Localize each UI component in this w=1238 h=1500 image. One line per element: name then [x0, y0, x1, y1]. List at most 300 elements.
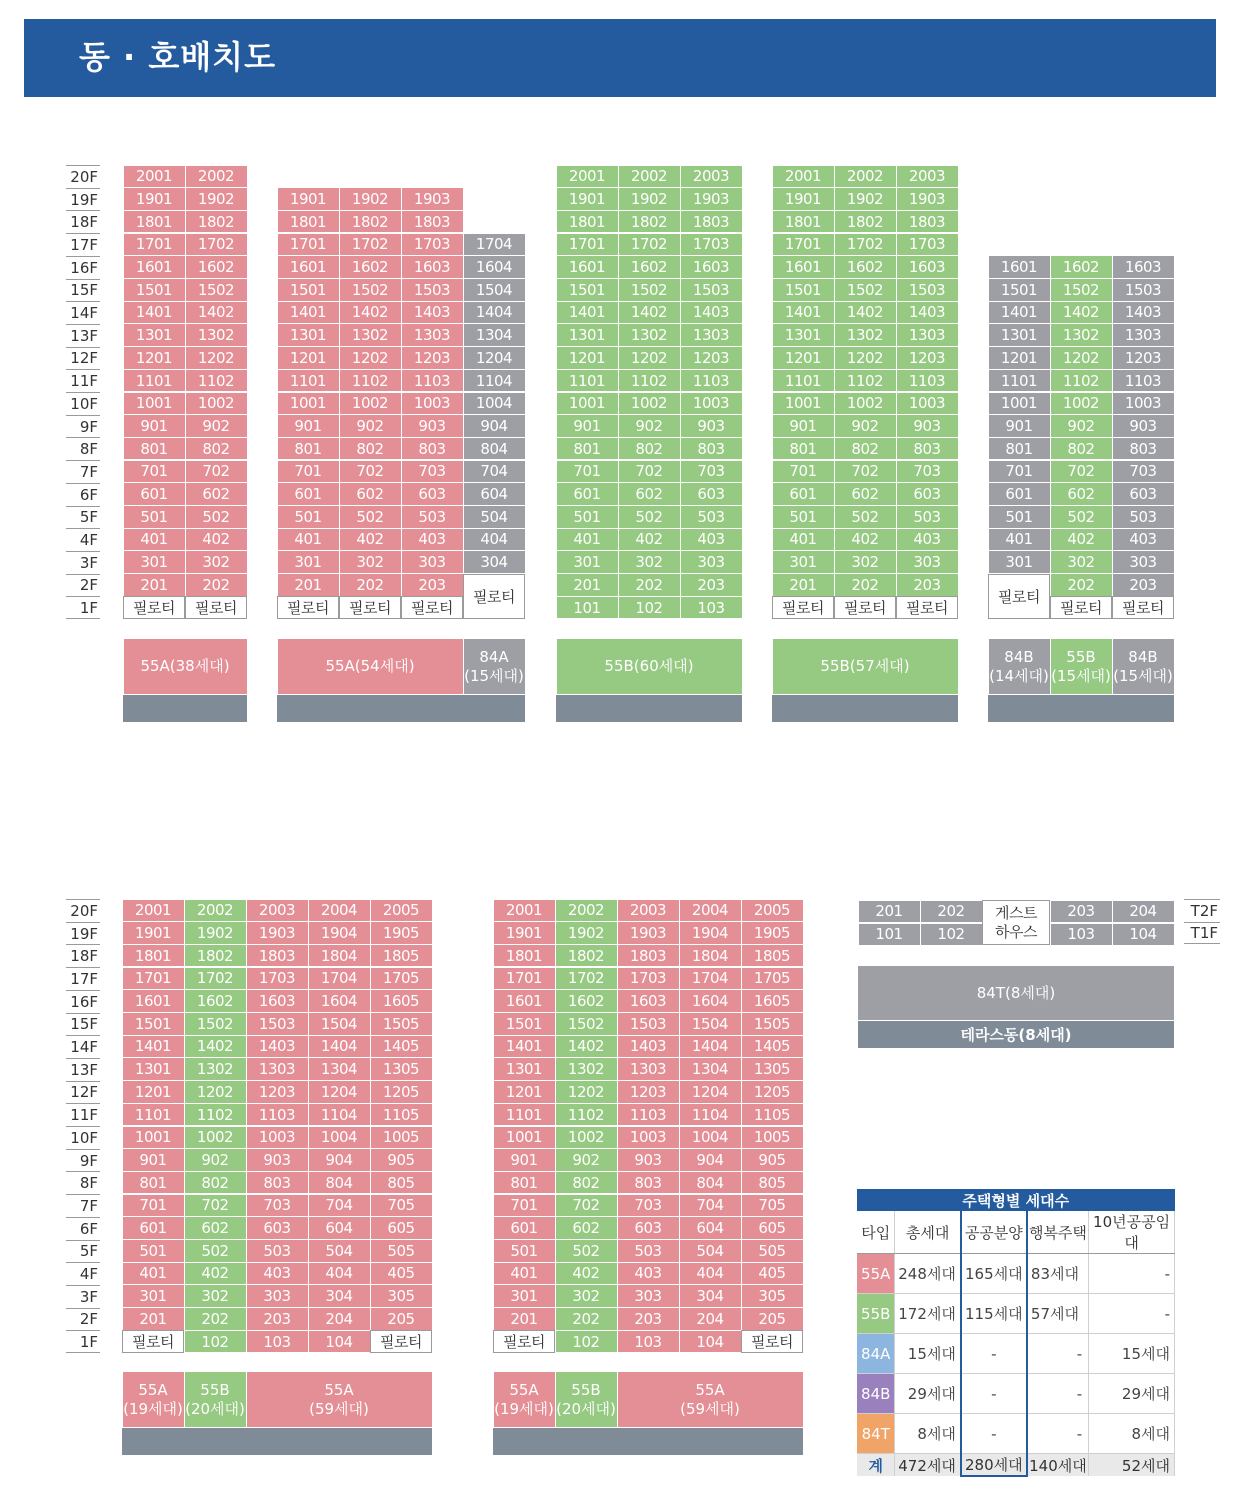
unit-cell: 603: [618, 1217, 679, 1239]
unit-cell: 1603: [681, 256, 742, 278]
unit-cell: 1602: [619, 256, 680, 278]
unit-cell: 1503: [618, 1013, 679, 1035]
floor-label: 15F: [66, 1013, 100, 1036]
floor-label: 14F: [66, 301, 100, 324]
unit-cell: 2002: [556, 900, 617, 922]
floor-label: 16F: [66, 256, 100, 279]
unit-cell: 204: [680, 1308, 741, 1330]
unit-cell: 104: [680, 1331, 741, 1353]
unit-cell: 602: [556, 1217, 617, 1239]
floor-label: 1F: [66, 1330, 100, 1353]
unit-cell: 1604: [309, 990, 370, 1012]
unit-cell: 502: [340, 506, 401, 528]
unit-cell: 1701: [773, 234, 834, 256]
unit-cell: 1103: [247, 1104, 308, 1126]
unit-cell: 401: [494, 1263, 555, 1285]
unit-cell: 2002: [619, 166, 680, 188]
unit-cell: 401: [124, 529, 185, 551]
unit-cell: 1202: [556, 1081, 617, 1103]
unit-cell: 602: [1051, 483, 1112, 505]
unit-cell: 503: [681, 506, 742, 528]
unit-cell: 601: [773, 483, 834, 505]
unit-cell: 701: [494, 1195, 555, 1217]
building-name: [493, 1428, 803, 1455]
unit-cell: 303: [681, 551, 742, 573]
unit-cell: 703: [681, 461, 742, 483]
unit-cell: 2005: [742, 900, 803, 922]
unit-cell: 302: [556, 1285, 617, 1307]
unit-cell: 1002: [835, 393, 896, 415]
unit-cell: 803: [1113, 438, 1174, 460]
unit-cell: 1303: [402, 324, 463, 346]
unit-cell: 1101: [278, 370, 339, 392]
unit-cell: 501: [123, 1240, 184, 1262]
unit-cell: 2002: [186, 166, 247, 188]
unit-type-block: 55A (19세대): [123, 1372, 184, 1427]
unit-cell: 1002: [556, 1127, 617, 1149]
unit-cell: 1402: [619, 302, 680, 324]
unit-cell: 1104: [309, 1104, 370, 1126]
unit-cell: 1002: [619, 393, 680, 415]
public-cell: -: [961, 1414, 1027, 1454]
unit-cell: 1703: [897, 234, 958, 256]
unit-cell: 202: [1051, 574, 1112, 596]
unit-cell: 1204: [309, 1081, 370, 1103]
unit-cell: 503: [402, 506, 463, 528]
unit-cell: 1601: [124, 256, 185, 278]
unit-cell: 1302: [835, 324, 896, 346]
unit-cell: 1002: [185, 1127, 246, 1149]
unit-cell: 1203: [247, 1081, 308, 1103]
unit-cell: 1704: [464, 234, 525, 256]
unit-cell: 103: [681, 597, 742, 619]
unit-cell: 905: [371, 1149, 432, 1171]
unit-cell: 901: [278, 415, 339, 437]
unit-cell: 303: [618, 1285, 679, 1307]
unit-cell: 1502: [340, 279, 401, 301]
unit-cell: 304: [309, 1285, 370, 1307]
unit-cell: 1202: [185, 1081, 246, 1103]
unit-cell: 1305: [742, 1058, 803, 1080]
unit-cell: 503: [1113, 506, 1174, 528]
piloti-cell: 필로티: [772, 596, 834, 619]
unit-cell: 305: [371, 1285, 432, 1307]
floor-label: 11F: [66, 369, 100, 392]
unit-cell: 303: [402, 551, 463, 573]
unit-cell: 901: [123, 1149, 184, 1171]
unit-cell: 602: [186, 483, 247, 505]
unit-cell: 1401: [278, 302, 339, 324]
unit-cell: 1602: [340, 256, 401, 278]
piloti-cell: 필로티: [896, 596, 958, 619]
header-public: 공공분양: [961, 1211, 1027, 1254]
unit-cell: 1302: [186, 324, 247, 346]
unit-cell: 603: [681, 483, 742, 505]
unit-cell: 701: [773, 461, 834, 483]
unit-cell: 1503: [681, 279, 742, 301]
unit-cell: 505: [371, 1240, 432, 1262]
unit-cell: 1702: [619, 234, 680, 256]
floor-label: 14F: [66, 1035, 100, 1058]
summary-table: [857, 1189, 1175, 1477]
rental-cell: -: [1089, 1294, 1175, 1334]
unit-cell: 304: [680, 1285, 741, 1307]
unit-cell: 1102: [186, 370, 247, 392]
unit-cell: 1501: [278, 279, 339, 301]
unit-cell: 903: [1113, 415, 1174, 437]
unit-cell: 1902: [340, 188, 401, 210]
unit-cell: 1302: [619, 324, 680, 346]
unit-cell: 1901: [557, 188, 618, 210]
unit-cell: 403: [247, 1263, 308, 1285]
unit-cell: 302: [1051, 551, 1112, 573]
unit-cell: 201: [278, 574, 339, 596]
terrace-unit-cell: 201: [859, 901, 920, 923]
terrace-floor-label: T2F: [1184, 899, 1220, 922]
unit-cell: 1002: [340, 393, 401, 415]
unit-cell: 1001: [773, 393, 834, 415]
unit-cell: 203: [402, 574, 463, 596]
unit-cell: 1801: [494, 945, 555, 967]
unit-cell: 1501: [989, 279, 1050, 301]
unit-cell: 605: [742, 1217, 803, 1239]
unit-cell: 903: [897, 415, 958, 437]
terrace-unit-cell: 104: [1113, 924, 1174, 946]
unit-cell: 1903: [897, 188, 958, 210]
total-cell: 8세대: [895, 1414, 961, 1454]
unit-cell: 702: [619, 461, 680, 483]
floor-label: 3F: [66, 551, 100, 574]
unit-cell: 301: [494, 1285, 555, 1307]
unit-cell: 702: [185, 1195, 246, 1217]
unit-cell: 1001: [124, 393, 185, 415]
unit-cell: 1902: [619, 188, 680, 210]
floor-label: 9F: [66, 415, 100, 438]
floor-label: 12F: [66, 347, 100, 370]
unit-cell: 1903: [618, 922, 679, 944]
unit-cell: 1203: [897, 347, 958, 369]
unit-cell: 2001: [557, 166, 618, 188]
unit-cell: 102: [185, 1331, 246, 1353]
unit-cell: 1301: [278, 324, 339, 346]
unit-cell: 505: [742, 1240, 803, 1262]
unit-cell: 1402: [556, 1036, 617, 1058]
unit-cell: 1703: [618, 968, 679, 990]
unit-cell: 1001: [123, 1127, 184, 1149]
unit-cell: 1204: [680, 1081, 741, 1103]
happy-cell: -: [1027, 1414, 1089, 1454]
unit-cell: 1201: [278, 347, 339, 369]
unit-cell: 1403: [681, 302, 742, 324]
unit-cell: 803: [618, 1172, 679, 1194]
unit-cell: 1702: [340, 234, 401, 256]
unit-cell: 1504: [680, 1013, 741, 1035]
unit-cell: 103: [247, 1331, 308, 1353]
unit-cell: 1905: [371, 922, 432, 944]
unit-cell: 901: [989, 415, 1050, 437]
unit-cell: 1605: [371, 990, 432, 1012]
unit-cell: 1804: [309, 945, 370, 967]
piloti-cell: 필로티: [123, 596, 185, 619]
unit-cell: 1303: [1113, 324, 1174, 346]
unit-cell: 603: [897, 483, 958, 505]
unit-cell: 605: [371, 1217, 432, 1239]
unit-cell: 1802: [186, 211, 247, 233]
unit-cell: 202: [619, 574, 680, 596]
floor-label: 12F: [66, 1081, 100, 1104]
unit-cell: 1003: [618, 1127, 679, 1149]
unit-cell: 102: [619, 597, 680, 619]
unit-type-block: 55A(54세대): [278, 639, 463, 694]
unit-cell: 1901: [494, 922, 555, 944]
floor-label: 6F: [66, 483, 100, 506]
unit-cell: 1701: [123, 968, 184, 990]
unit-cell: 1102: [556, 1104, 617, 1126]
unit-cell: 1002: [1051, 393, 1112, 415]
terrace-unit-cell: 204: [1113, 901, 1174, 923]
unit-cell: 1205: [742, 1081, 803, 1103]
unit-cell: 203: [1113, 574, 1174, 596]
unit-cell: 2002: [185, 900, 246, 922]
unit-cell: 1801: [278, 211, 339, 233]
unit-cell: 403: [681, 529, 742, 551]
unit-cell: 304: [464, 551, 525, 573]
unit-cell: 601: [557, 483, 618, 505]
unit-cell: 101: [557, 597, 618, 619]
unit-cell: 702: [186, 461, 247, 483]
unit-cell: 1601: [557, 256, 618, 278]
floor-label: 5F: [66, 1240, 100, 1263]
floor-label: 17F: [66, 233, 100, 256]
unit-cell: 302: [185, 1285, 246, 1307]
floor-label: 3F: [66, 1285, 100, 1308]
header-rental: 10년공공임대: [1089, 1211, 1175, 1254]
unit-cell: 2001: [494, 900, 555, 922]
unit-cell: 1701: [494, 968, 555, 990]
type-cell: 55A: [857, 1254, 895, 1294]
unit-cell: 205: [371, 1308, 432, 1330]
unit-cell: 1302: [340, 324, 401, 346]
unit-cell: 1105: [371, 1104, 432, 1126]
unit-cell: 904: [464, 415, 525, 437]
unit-cell: 904: [680, 1149, 741, 1171]
unit-cell: 402: [340, 529, 401, 551]
unit-cell: 702: [1051, 461, 1112, 483]
unit-cell: 902: [185, 1149, 246, 1171]
unit-cell: 504: [464, 506, 525, 528]
unit-cell: 1005: [742, 1127, 803, 1149]
unit-cell: 1805: [742, 945, 803, 967]
unit-cell: 803: [247, 1172, 308, 1194]
floor-label: 17F: [66, 967, 100, 990]
unit-cell: 803: [681, 438, 742, 460]
unit-cell: 202: [835, 574, 896, 596]
piloti-cell: 필로티: [1050, 596, 1112, 619]
unit-cell: 602: [340, 483, 401, 505]
unit-cell: 1902: [835, 188, 896, 210]
floor-label: 10F: [66, 1126, 100, 1149]
unit-type-block: 84B (15세대): [1113, 639, 1174, 694]
page-header: [24, 19, 1216, 97]
unit-cell: 1401: [123, 1036, 184, 1058]
unit-cell: 802: [186, 438, 247, 460]
public-cell: 165세대: [961, 1254, 1027, 1294]
type-cell: 84A: [857, 1334, 895, 1374]
unit-cell: 1805: [371, 945, 432, 967]
unit-cell: 1402: [185, 1036, 246, 1058]
unit-cell: 1103: [1113, 370, 1174, 392]
piloti-cell: 필로티: [741, 1330, 803, 1353]
unit-type-block: 55A (19세대): [494, 1372, 555, 1427]
unit-cell: 1303: [681, 324, 742, 346]
unit-cell: 802: [1051, 438, 1112, 460]
unit-cell: 1702: [556, 968, 617, 990]
unit-type-block: 84A (15세대): [464, 639, 525, 694]
unit-cell: 1004: [464, 393, 525, 415]
unit-cell: 301: [278, 551, 339, 573]
unit-cell: 1202: [619, 347, 680, 369]
unit-cell: 1904: [309, 922, 370, 944]
unit-cell: 1804: [680, 945, 741, 967]
unit-cell: 1603: [1113, 256, 1174, 278]
unit-cell: 1001: [557, 393, 618, 415]
unit-cell: 1605: [742, 990, 803, 1012]
rental-cell: 29세대: [1089, 1374, 1175, 1414]
unit-cell: 701: [124, 461, 185, 483]
unit-cell: 301: [989, 551, 1050, 573]
unit-cell: 203: [897, 574, 958, 596]
guest-house-cell: 게스트 하우스: [982, 900, 1050, 945]
unit-cell: 1102: [185, 1104, 246, 1126]
unit-cell: 702: [556, 1195, 617, 1217]
header-total: 총세대: [895, 1211, 961, 1254]
unit-cell: 305: [742, 1285, 803, 1307]
unit-cell: 303: [247, 1285, 308, 1307]
unit-cell: 501: [494, 1240, 555, 1262]
unit-cell: 1403: [897, 302, 958, 324]
unit-cell: 1101: [124, 370, 185, 392]
unit-cell: 1704: [680, 968, 741, 990]
unit-cell: 1301: [124, 324, 185, 346]
unit-cell: 1801: [557, 211, 618, 233]
unit-cell: 302: [835, 551, 896, 573]
unit-cell: 902: [186, 415, 247, 437]
unit-cell: 502: [186, 506, 247, 528]
unit-cell: 1101: [123, 1104, 184, 1126]
unit-cell: 1403: [1113, 302, 1174, 324]
header-happy: 행복주택: [1027, 1211, 1089, 1254]
unit-cell: 2004: [680, 900, 741, 922]
unit-cell: 1702: [185, 968, 246, 990]
unit-cell: 1401: [557, 302, 618, 324]
unit-cell: 201: [557, 574, 618, 596]
unit-cell: 1003: [402, 393, 463, 415]
unit-cell: 301: [124, 551, 185, 573]
unit-cell: 804: [309, 1172, 370, 1194]
happy-cell: 83세대: [1027, 1254, 1089, 1294]
floor-label: 5F: [66, 506, 100, 529]
unit-cell: 701: [278, 461, 339, 483]
terrace-floor-label: T1F: [1184, 922, 1220, 945]
unit-type-block: 55A (59세대): [618, 1372, 803, 1427]
building-name: [123, 695, 247, 722]
unit-cell: 1802: [619, 211, 680, 233]
unit-cell: 1702: [186, 234, 247, 256]
unit-cell: 801: [773, 438, 834, 460]
terrace-unit-cell: 203: [1051, 901, 1112, 923]
total-cell: 15세대: [895, 1334, 961, 1374]
unit-cell: 1902: [185, 922, 246, 944]
unit-cell: 604: [680, 1217, 741, 1239]
unit-cell: 402: [186, 529, 247, 551]
unit-cell: 1501: [123, 1013, 184, 1035]
unit-cell: 102: [556, 1331, 617, 1353]
unit-cell: 405: [371, 1263, 432, 1285]
unit-cell: 1803: [247, 945, 308, 967]
unit-cell: 801: [278, 438, 339, 460]
unit-cell: 1004: [680, 1127, 741, 1149]
unit-cell: 501: [989, 506, 1050, 528]
unit-cell: 503: [618, 1240, 679, 1262]
unit-cell: 705: [371, 1195, 432, 1217]
unit-cell: 603: [402, 483, 463, 505]
unit-cell: 1502: [1051, 279, 1112, 301]
unit-cell: 1502: [556, 1013, 617, 1035]
unit-cell: 1703: [681, 234, 742, 256]
unit-cell: 801: [124, 438, 185, 460]
unit-cell: 905: [742, 1149, 803, 1171]
unit-cell: 1301: [773, 324, 834, 346]
piloti-cell: 필로티: [277, 596, 339, 619]
unit-cell: 1401: [989, 302, 1050, 324]
unit-cell: 901: [773, 415, 834, 437]
unit-cell: 2002: [835, 166, 896, 188]
unit-cell: 1304: [464, 324, 525, 346]
unit-cell: 1803: [897, 211, 958, 233]
unit-cell: 802: [835, 438, 896, 460]
unit-cell: 601: [124, 483, 185, 505]
unit-cell: 1301: [557, 324, 618, 346]
unit-cell: 1905: [742, 922, 803, 944]
unit-cell: 803: [402, 438, 463, 460]
unit-cell: 801: [123, 1172, 184, 1194]
unit-cell: 1202: [340, 347, 401, 369]
unit-cell: 1103: [897, 370, 958, 392]
summary-row: [857, 1254, 1175, 1294]
floor-label: 10F: [66, 392, 100, 415]
unit-cell: 603: [247, 1217, 308, 1239]
unit-cell: 1201: [557, 347, 618, 369]
unit-cell: 1103: [618, 1104, 679, 1126]
unit-cell: 402: [619, 529, 680, 551]
unit-cell: 1903: [247, 922, 308, 944]
unit-cell: 703: [1113, 461, 1174, 483]
unit-cell: 1103: [402, 370, 463, 392]
building-name: 테라스동(8세대): [858, 1021, 1174, 1048]
unit-cell: 1603: [897, 256, 958, 278]
total-cell: 29세대: [895, 1374, 961, 1414]
unit-cell: 2001: [773, 166, 834, 188]
unit-cell: 904: [309, 1149, 370, 1171]
unit-cell: 402: [556, 1263, 617, 1285]
unit-type-block: 55B(60세대): [557, 639, 742, 694]
happy-cell: -: [1027, 1374, 1089, 1414]
unit-cell: 1402: [340, 302, 401, 324]
unit-cell: 405: [742, 1263, 803, 1285]
unit-cell: 1405: [371, 1036, 432, 1058]
sum-total: 472세대: [895, 1454, 961, 1477]
unit-cell: 403: [897, 529, 958, 551]
